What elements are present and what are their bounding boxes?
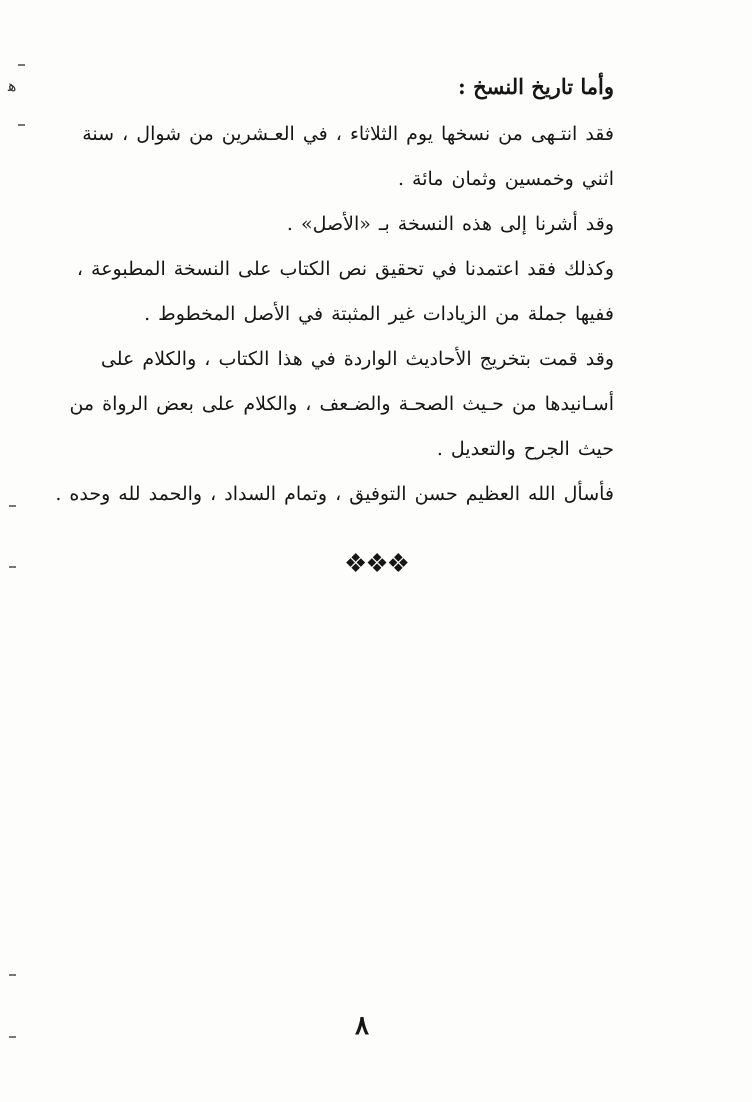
original-reference-paragraph (88, 202, 614, 247)
printed-edition-paragraph (76, 247, 614, 337)
edge-tick (9, 974, 16, 976)
page-number: ٨ (355, 1011, 369, 1041)
edge-tick (18, 64, 25, 66)
copy-date-paragraph (82, 112, 614, 202)
edge-tick (9, 1036, 16, 1038)
paragraph-line: فأسأل الله العظيم حسن التوفيق ، وتمام السداد ، والحمد لله وحده . (55, 483, 614, 505)
section-heading: وأما تاريخ النسخ : (458, 74, 614, 99)
paragraph-line: وقد أشرنا إلى هذه النسخة بـ «الأصل» . (286, 213, 614, 235)
closing-prayer-paragraph (55, 472, 614, 517)
edge-tick (9, 566, 16, 568)
edge-tick (18, 124, 25, 126)
paragraph-line: وقد قمت بتخريج الأحاديث الواردة في هذا الكتاب ، والكلام على (100, 348, 614, 370)
paragraph-line: فقد انتـهى من نسخها يوم الثلاثاء ، في العـشرين من شوال ، سنة (82, 123, 614, 145)
paragraph-line: ففيها جملة من الزيادات غير المثبتة في الأصل المخطوط . (144, 303, 614, 325)
paragraph-line: حيث الجرح والتعديل . (436, 438, 614, 460)
section-ornament-icon: ❖❖❖ (344, 549, 408, 579)
margin-mark: ﻫ (8, 76, 17, 95)
edge-tick (9, 505, 16, 507)
hadith-takhrij-paragraph (69, 337, 614, 472)
paragraph-line: وكذلك فقد اعتمدنا في تحقيق نص الكتاب على النسخة المطبوعة ، (76, 258, 614, 280)
paragraph-line: اثني وخمسين وثمان مائة . (397, 168, 614, 190)
paragraph-line: أسـانيدها من حـيث الصحـة والضـعف ، والكلام على بعض الرواة من (69, 393, 614, 415)
page-content (55, 62, 614, 517)
